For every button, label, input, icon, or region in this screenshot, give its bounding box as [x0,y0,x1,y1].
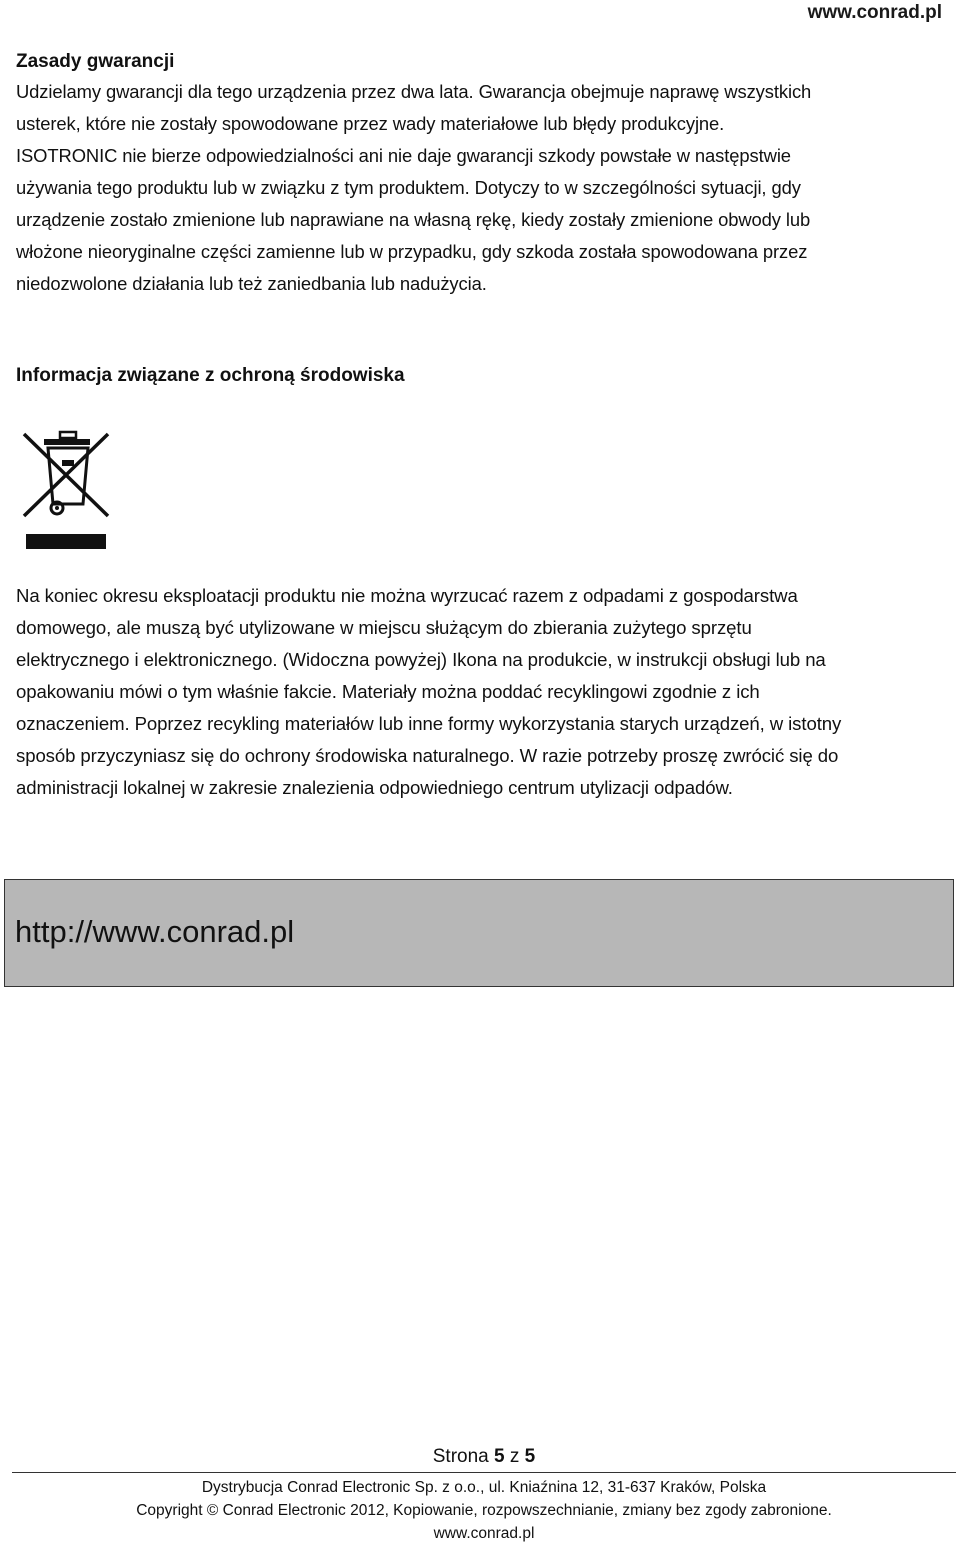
footer-site-url: www.conrad.pl [433,1525,535,1542]
warranty-line: Udzielamy gwarancji dla tego urządzenia przez dwa lata. Gwarancja obejmuje naprawę wszystkich [16,81,812,102]
warranty-line: używania tego produktu lub w związku z tym produktem. Dotyczy to w szczególności sytuacji, gdy [16,177,801,198]
page-number-total: 5 [524,1446,536,1467]
footer-distribution: Dystrybucja Conrad Electronic Sp. z o.o., ul. Kniaźnina 12, 31-637 Kraków, Polska [201,1479,767,1496]
environment-line: elektrycznego i elektronicznego. (Widoczna powyżej) Ikona na produkcie, w instrukcji obsługi lub na [16,649,826,670]
page-number-separator: z [509,1446,520,1467]
warranty-line: włożone nieoryginalne części zamienne lub w przypadku, gdy szkoda została spowodowana przez [16,241,808,262]
footer-copyright: Copyright © Conrad Electronic 2012, Kopiowanie, rozpowszechnianie, zmiany bez zgody zabronione. [136,1502,832,1519]
footer-divider [12,1472,956,1473]
environment-line: domowego, ale muszą być utylizowane w miejscu służącym do zbierania zużytego sprzętu [16,617,752,638]
environment-line: administracji lokalnej w zakresie znalezienia odpowiedniego centrum utylizacji odpadów. [16,777,733,798]
header-site-url: www.conrad.pl [807,2,942,23]
warranty-line: niedozwolone działania lub też zaniedbania lub nadużycia. [16,273,487,294]
environment-section [16,580,956,804]
conrad-website-link[interactable]: http://www.conrad.pl [15,914,295,949]
warranty-line: urządzenie zostało zmienione lub naprawiane na własną rękę, kiedy zostały zmienione obwody lub [16,209,811,230]
environment-line: opakowaniu mówi o tym właśnie fakcie. Materiały można poddać recyklingowi zgodnie z ich [16,681,760,702]
page-number-prefix: Strona [432,1446,489,1467]
page-number [0,1446,960,1468]
footer [0,1476,960,1545]
url-banner [4,879,954,987]
environment-title: Informacja związane z ochroną środowiska [16,365,405,386]
warranty-title: Zasady gwarancji [16,51,175,72]
page-number-current: 5 [494,1446,505,1467]
warranty-section [16,48,956,300]
environment-line: sposób przyczyniasz się do ochrony środowiska naturalnego. W razie potrzeby proszę zwrócić się do [16,745,839,766]
environment-line: oznaczeniem. Poprzez recykling materiałów lub inne formy wykorzystania starych urządzeń, w istotny [16,713,842,734]
warranty-line: usterek, które nie zostały spowodowane przez wady materiałowe lub błędy produkcyjne. [16,113,725,134]
warranty-line: ISOTRONIC nie bierze odpowiedzialności ani nie daje gwarancji szkody powstałe w następstwie [16,145,791,166]
environment-line: Na koniec okresu eksploatacji produktu nie można wyrzucać razem z odpadami z gospodarstwa [16,585,798,606]
crossed-out-wheelie-bin-icon [22,428,110,553]
